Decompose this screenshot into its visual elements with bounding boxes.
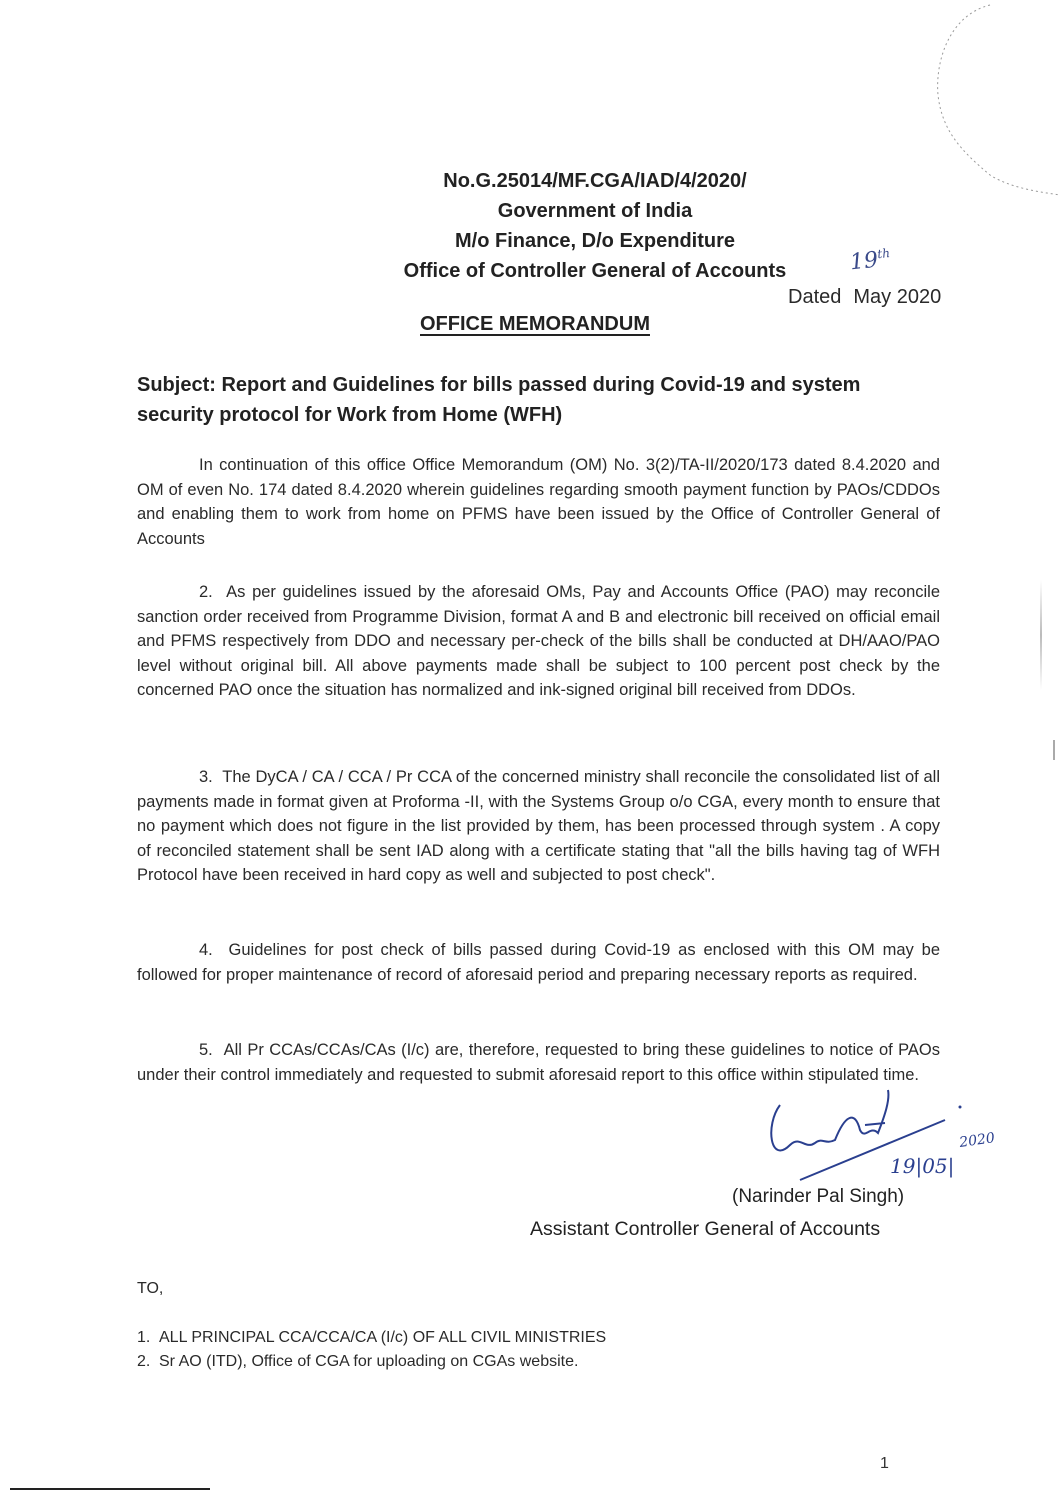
- paragraph-text: The DyCA / CA / CCA / Pr CCA of the concerned ministry shall reconcile the consolidated list of all payments made in format given at Proforma -II, with the Systems Group o/o CGA, every month to ensure that no payment which does not figure in the list provided by them, has been processed through system . A copy of reconciled statement shall be sent IAD along with a certificate stating that "all the bills having tag of WFH Protocol have been received in hard copy as well and subjected to post check".: [137, 768, 941, 884]
- reference-number: No.G.25014/MF.CGA/IAD/4/2020/: [443, 170, 747, 192]
- page-number: 1: [880, 1455, 889, 1472]
- paragraph-1: [137, 453, 940, 551]
- ministry-name: M/o Finance, D/o Expenditure: [454, 230, 736, 252]
- addressee-number: 2.: [137, 1353, 151, 1370]
- paragraph-5: [137, 1038, 940, 1087]
- addressee-text: ALL PRINCIPAL CCA/CCA/CA (I/c) OF ALL CIVIL MINISTRIES: [159, 1329, 607, 1346]
- paragraph-number: 5.: [199, 1041, 213, 1059]
- footer-rule: [10, 1488, 210, 1490]
- paragraph-number: 4.: [199, 941, 213, 959]
- scan-arc-mark: [930, 0, 1060, 200]
- scan-edge-mark: [1053, 740, 1055, 760]
- dated-label: Dated: [788, 286, 842, 308]
- scan-edge-mark: [1040, 580, 1042, 690]
- paragraph-text: All Pr CCAs/CCAs/CAs (I/c) are, therefore, requested to bring these guidelines to notice of PAOs under their control immediately and requested to submit aforesaid report to this office within stipulated time.: [137, 1041, 940, 1084]
- handwritten-day-number: 19: [848, 247, 880, 276]
- paragraph-3: [137, 765, 940, 888]
- government-name: Government of India: [497, 200, 693, 222]
- paragraph-2: [137, 580, 940, 703]
- addressees-label: TO,: [137, 1280, 164, 1297]
- handwritten-day-suffix: th: [876, 245, 891, 262]
- subject-line: Subject: Report and Guidelines for bills passed during Covid-19 and system security protocol for Work from Home (WFH): [137, 374, 861, 426]
- signature-scribble: [760, 1085, 1040, 1185]
- svg-text:2020: 2020: [958, 1130, 996, 1151]
- paragraph-text: Guidelines for post check of bills passed during Covid-19 as enclosed with this OM may be followed for proper maintenance of record of aforesaid period and preparing necessary reports as required.: [137, 941, 940, 984]
- addressees-list: [137, 1326, 606, 1374]
- memo-title: OFFICE MEMORANDUM: [420, 313, 650, 335]
- paragraph-4: [137, 938, 940, 987]
- addressee-item: [137, 1326, 606, 1350]
- dated-line: [788, 286, 941, 309]
- handwritten-sign-date: 19|05|: [890, 1154, 955, 1178]
- paragraph-text: In continuation of this office Office Memorandum (OM) No. 3(2)/TA-II/2020/173 dated 8.4.2020 and OM of even No. 174 dated 8.4.2020 wherein guidelines regarding smooth payment function by PAOs/CDDOs and enabling them to work from home on PFMS have been issued by the Office of Controller General of Accounts: [137, 456, 940, 548]
- addressee-item: [137, 1350, 606, 1374]
- signatory-name: (Narinder Pal Singh): [732, 1186, 905, 1207]
- paragraph-number: 2.: [199, 583, 213, 601]
- signatory-designation: Assistant Controller General of Accounts: [530, 1218, 881, 1240]
- office-name: Office of Controller General of Accounts: [403, 260, 787, 282]
- addressee-number: 1.: [137, 1329, 151, 1346]
- paragraph-number: 3.: [199, 768, 213, 786]
- paragraph-text: As per guidelines issued by the aforesaid OMs, Pay and Accounts Office (PAO) may reconcile sanction order received from Programme Division, format A and B and electronic bill received on official email and PFMS respectively from DDO and necessary per-check of the bills shall be conducted at DH/AAO/PAO level without original bill. All above payments made shall be subject to 100 percent post check by the concerned PAO once the situation has normalized and ink-signed original bill received from DDOs.: [137, 583, 941, 699]
- addressee-text: Sr AO (ITD), Office of CGA for uploading on CGAs website.: [159, 1353, 579, 1370]
- dated-value: May 2020: [853, 286, 942, 308]
- handwritten-day: [849, 246, 892, 275]
